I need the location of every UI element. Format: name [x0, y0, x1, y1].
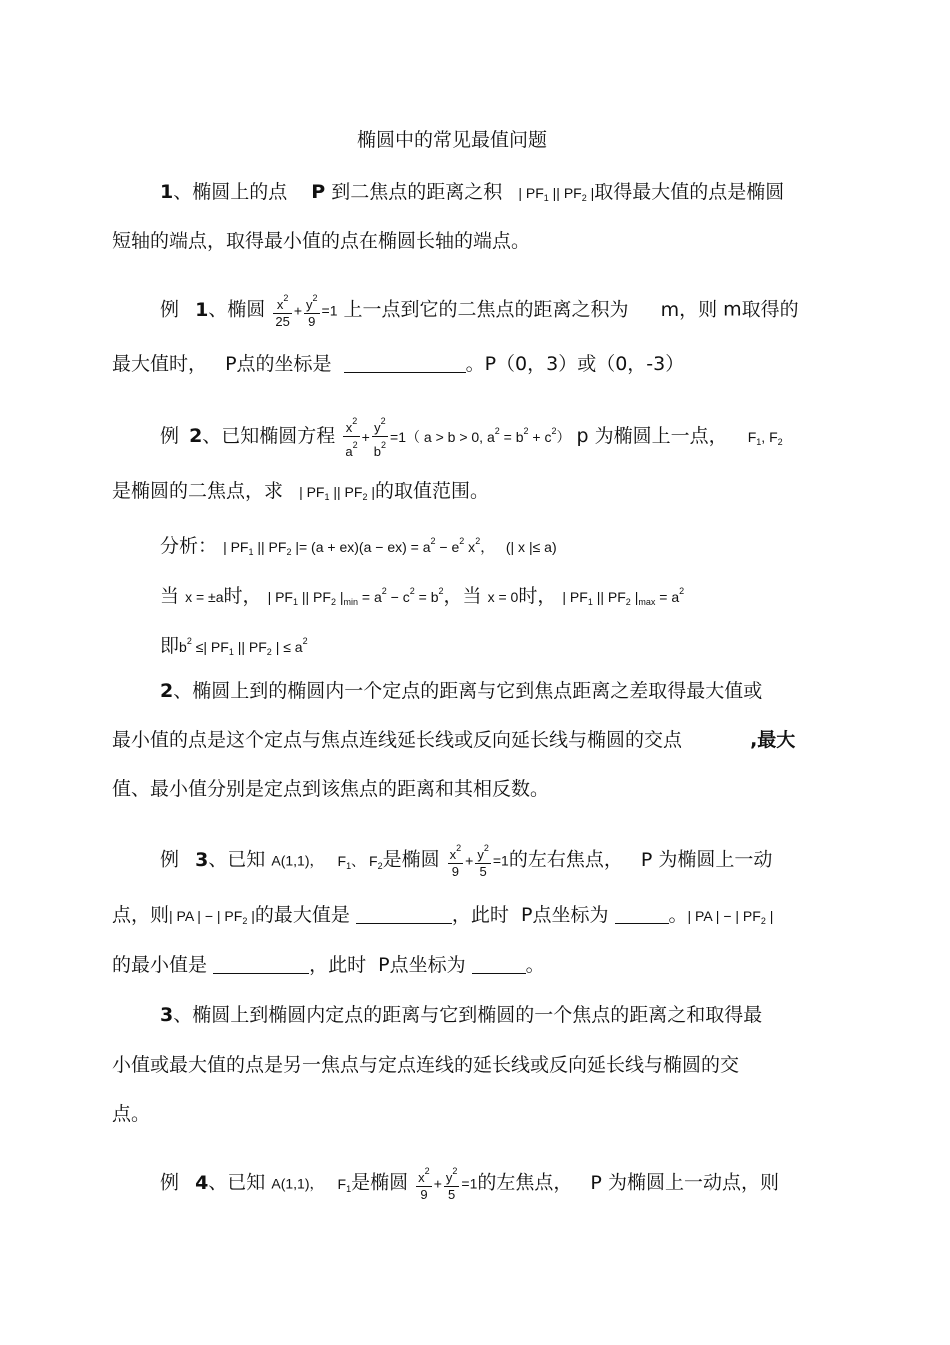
analysis-line-3	[160, 629, 308, 664]
fraction-y2-b2: $\frac{y^2}{b^2}$	[372, 413, 388, 460]
variable-m: m	[660, 298, 680, 321]
section-number: 3	[160, 1004, 174, 1026]
example-number: 2	[189, 425, 203, 447]
example-2-line-1: 例 2、已知椭圆方程 $\frac{x^2}{a^2}$ + $\frac{y^2}{b^2}$ =1（ a > b > 0, $a^2 = b^2 + c^2$） p 为椭圆上一点， $F_1$, $F_2$	[160, 413, 783, 460]
example-label: 例	[160, 298, 180, 321]
example-label: 例	[160, 848, 180, 871]
answer-blank	[356, 905, 452, 924]
fraction-x2-9: $\frac{x^2}{9}$	[416, 1163, 432, 1203]
text: 、椭圆上的点	[173, 181, 288, 203]
text: P点坐标为	[378, 954, 466, 976]
section-2-line-3: 值、最小值分别是定点到该焦点的距离和其相反数。	[112, 778, 550, 800]
text: 最小值的点是这个定点与焦点连线延长线或反向延长线与椭圆的交点	[112, 729, 683, 751]
fraction-y2-5: $\frac{y^2}{5}$	[475, 840, 491, 880]
text: ,最大	[750, 729, 796, 751]
example-1-line-2	[112, 352, 684, 376]
answer-blank	[615, 905, 669, 924]
text: 、椭圆上到的椭圆内一个定点的距离与它到焦点距离之差取得最大值或	[173, 680, 763, 702]
text: 当	[160, 585, 180, 607]
math-expression: $b^2$ ≤| $PF_1$ || $PF_2$ | ≤ $a^2$	[179, 636, 308, 657]
math-foci: $F_1$, $F_2$	[747, 429, 783, 447]
answer-blank	[472, 955, 526, 974]
answer-blank	[213, 955, 309, 974]
text: 取得最大值的点是椭圆	[594, 181, 785, 203]
text: 点，则	[112, 904, 170, 926]
text: 、已知	[208, 848, 266, 871]
text: 到二焦点的距离之积	[331, 181, 503, 203]
text: 的最大值是	[254, 904, 350, 926]
section-3-line-1	[160, 1003, 762, 1027]
analysis-label: 分析：	[160, 535, 218, 557]
example-number: 4	[195, 1171, 209, 1194]
text: 。	[668, 904, 688, 926]
text: 为椭圆上一动点，则	[607, 1171, 779, 1194]
math-expression: | PA | − | $PF_2$ |	[169, 908, 255, 926]
fraction-x2-a2: $\frac{x^2}{a^2}$	[343, 413, 359, 460]
text: 、椭圆	[208, 298, 266, 321]
example-4-line-1: 例 4、已知 A(1,1)， $F_1$是椭圆 $\frac{x^2}{9}$ + $\frac{y^2}{5}$ =1的左焦点， P 为椭圆上一动点，则	[160, 1163, 779, 1203]
section-3-line-3: 点。	[112, 1103, 151, 1125]
example-1-line-1: 例 1、椭圆 $\frac{x^2}{25}$ + $\frac{y^2}{9}$ =1 上一点到它的二焦点的距离之积为 m，则 m取得的	[160, 290, 799, 330]
math-point-a: A(1,1)，	[271, 852, 324, 869]
variable-p: p	[576, 425, 589, 447]
section-1-line-1	[160, 180, 784, 210]
example-3-line-1: 例 3、已知 A(1,1)， $F_1$、 $F_2$是椭圆 $\frac{x^2}{9}$ + $\frac{y^2}{5}$ =1的左右焦点， P 为椭圆上一动	[160, 840, 772, 880]
section-2-line-1	[160, 679, 762, 703]
text: 的取值范围。	[375, 480, 490, 502]
math-expression: x = 0	[487, 589, 519, 605]
math-focus: $F_1$	[337, 1175, 352, 1194]
text: ，则 m取得的	[679, 298, 799, 321]
point-label: P	[640, 848, 653, 871]
math-foci: $F_1$、 $F_2$	[337, 852, 383, 871]
text: 最大值时，	[112, 353, 208, 375]
text: 、椭圆上到椭圆内定点的距离与它到椭圆的一个焦点的距离之和取得最	[173, 1004, 763, 1026]
section-number: 2	[160, 680, 174, 702]
math-expression: | $PF_1$ || $PF_2$ $|_{min} = a^2 - c^2 = b^2$	[267, 586, 444, 607]
text: P点的坐标是	[225, 353, 332, 375]
math-expression: | PA | − | $PF_2$ |	[687, 908, 774, 926]
analysis-line-2	[160, 579, 684, 614]
math-point-a: A(1,1)，	[271, 1175, 324, 1192]
point-label: P	[590, 1171, 602, 1194]
math-expression: | $PF_1$ || $PF_2$ |= $(a + ex)(a - ex) = a^2 - e^2$ $x^2$， (| x |≤ a)	[223, 536, 557, 557]
math-expression: | $PF_1$ || $PF_2$ |	[299, 484, 375, 502]
text: 即	[160, 635, 180, 657]
point-label: P	[311, 181, 326, 203]
text: 为椭圆上一动	[658, 848, 773, 871]
example-number: 3	[195, 848, 209, 871]
text: 的左右焦点，	[508, 848, 623, 871]
text: 的左焦点，	[477, 1171, 573, 1194]
text: 时，	[223, 585, 262, 607]
example-2-line-2	[112, 479, 489, 509]
text: 是椭圆的二焦点，求	[112, 480, 284, 502]
page-title: 椭圆中的常见最值问题	[357, 129, 548, 151]
answer-text: 。P（0，3）或（0，-3）	[465, 353, 685, 375]
text: 。	[525, 954, 545, 976]
text: 时，	[518, 585, 557, 607]
example-3-line-2	[112, 903, 773, 933]
text: 为椭圆上一点，	[594, 425, 728, 447]
text: 是椭圆	[382, 848, 440, 871]
fraction-x2-9: $\frac{x^2}{9}$	[448, 840, 464, 880]
example-number: 1	[195, 298, 209, 321]
analysis-line-1	[160, 529, 557, 564]
section-2-line-2	[112, 728, 795, 752]
fraction-x2-25: $\frac{x^2}{25}$	[273, 290, 291, 330]
math-expression: | $PF_1$ || $PF_2$ $|_{max} = a^2$	[562, 586, 685, 607]
example-3-line-3	[112, 953, 545, 977]
text: ，此时	[451, 904, 509, 926]
example-label: 例	[160, 425, 180, 447]
answer-blank	[344, 354, 466, 373]
text: 是椭圆	[351, 1171, 409, 1194]
section-3-line-2: 小值或最大值的点是另一焦点与定点连线的延长线或反向延长线与椭圆的交	[112, 1054, 740, 1076]
text: 上一点到它的二焦点的距离之积为	[343, 298, 629, 321]
text: ，当	[443, 585, 482, 607]
fraction-y2-9: $\frac{y^2}{9}$	[304, 290, 320, 330]
fraction-y2-5: $\frac{y^2}{5}$	[444, 1163, 460, 1203]
section-number: 1	[160, 181, 174, 203]
text: 的最小值是	[112, 954, 208, 976]
math-expression: x = ±a	[185, 589, 224, 605]
section-1-line-2: 短轴的端点，取得最小值的点在椭圆长轴的端点。	[112, 230, 531, 252]
text: P点坐标为	[520, 904, 609, 926]
text: ，此时	[309, 954, 367, 976]
text: 、已知椭圆方程	[202, 425, 336, 447]
example-label: 例	[160, 1171, 180, 1194]
text: 、已知	[208, 1171, 266, 1194]
math-expression: | $PF_1$ || $PF_2$ |	[518, 185, 595, 203]
